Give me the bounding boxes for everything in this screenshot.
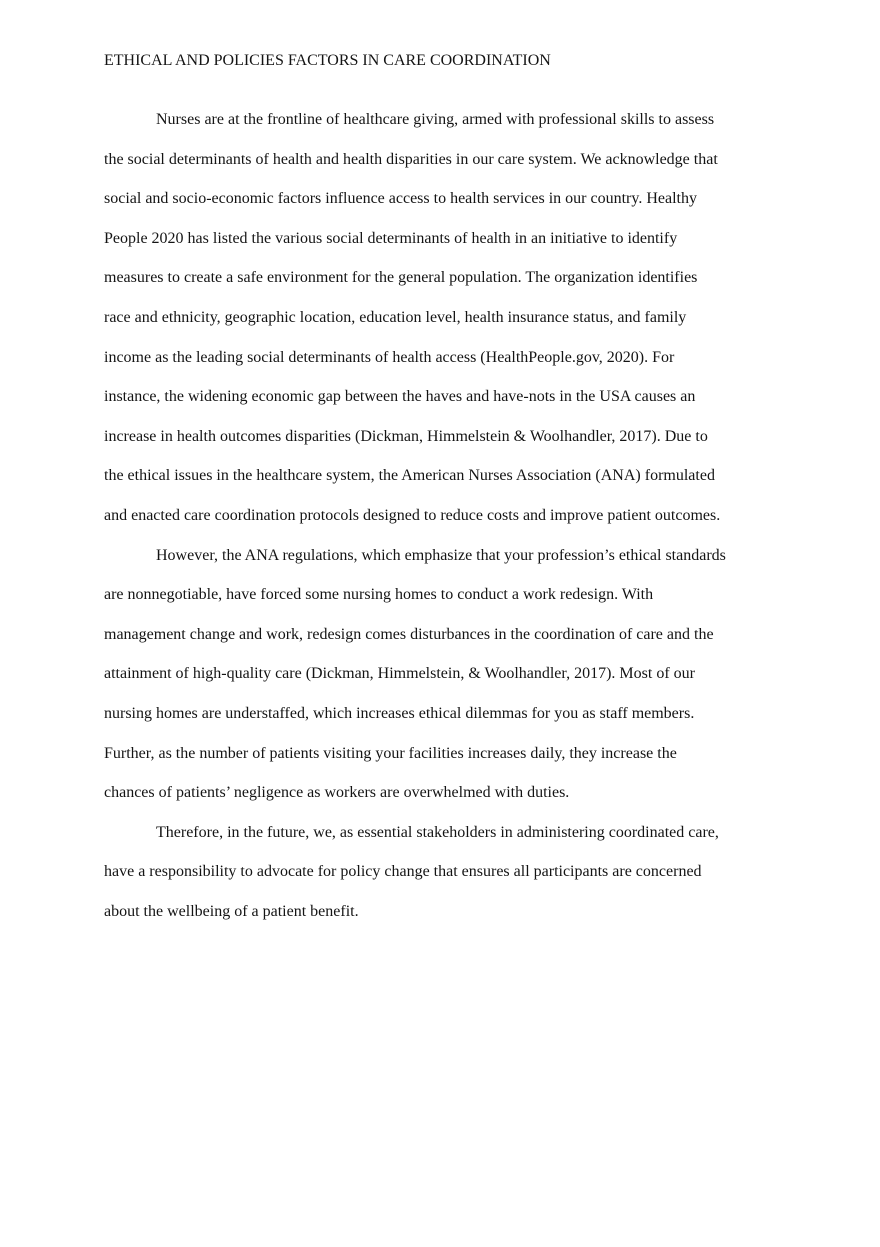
text-line: attainment of high-quality care (Dickman, Himmelstein, & Woolhandler, 2017). Most of our: [104, 665, 695, 683]
text-line: the social determinants of health and health disparities in our care system. We acknowledge that: [104, 150, 718, 168]
text-line: management change and work, redesign comes disturbances in the coordination of care and the: [104, 625, 714, 643]
paragraph-1: [104, 100, 774, 536]
text-line: However, the ANA regulations, which emphasize that your profession’s ethical standards: [156, 546, 726, 564]
text-line: Further, as the number of patients visiting your facilities increases daily, they increase the: [104, 744, 677, 762]
body-text: [104, 100, 774, 931]
text-line: increase in health outcomes disparities (Dickman, Himmelstein & Woolhandler, 2017). Due to: [104, 427, 708, 445]
running-head: ETHICAL AND POLICIES FACTORS IN CARE COORDINATION: [104, 52, 551, 69]
text-line: nursing homes are understaffed, which increases ethical dilemmas for you as staff members.: [104, 704, 695, 722]
text-line: the ethical issues in the healthcare system, the American Nurses Association (ANA) formulated: [104, 467, 715, 485]
text-line: about the wellbeing of a patient benefit.: [104, 902, 359, 920]
paragraph-3: [104, 813, 774, 932]
text-line: Nurses are at the frontline of healthcare giving, armed with professional skills to assess: [156, 111, 715, 128]
text-line: chances of patients’ negligence as workers are overwhelmed with duties.: [104, 784, 570, 802]
text-line: instance, the widening economic gap between the haves and have-nots in the USA causes an: [104, 388, 696, 406]
text-line: race and ethnicity, geographic location, education level, health insurance status, and family: [104, 308, 687, 326]
text-line: People 2020 has listed the various social determinants of health in an initiative to identify: [104, 229, 678, 247]
text-line: Therefore, in the future, we, as essential stakeholders in administering coordinated care,: [156, 823, 719, 841]
text-line: and enacted care coordination protocols designed to reduce costs and improve patient outcomes.: [104, 506, 721, 524]
text-line: social and socio-economic factors influence access to health services in our country. Healthy: [104, 190, 697, 208]
text-line: income as the leading social determinants of health access (HealthPeople.gov, 2020). For: [104, 348, 675, 366]
text-line: are nonnegotiable, have forced some nursing homes to conduct a work redesign. With: [104, 586, 654, 604]
paragraph-2: [104, 536, 774, 813]
text-line: measures to create a safe environment for the general population. The organization identifies: [104, 269, 698, 287]
text-line: have a responsibility to advocate for policy change that ensures all participants are concerned: [104, 863, 702, 881]
